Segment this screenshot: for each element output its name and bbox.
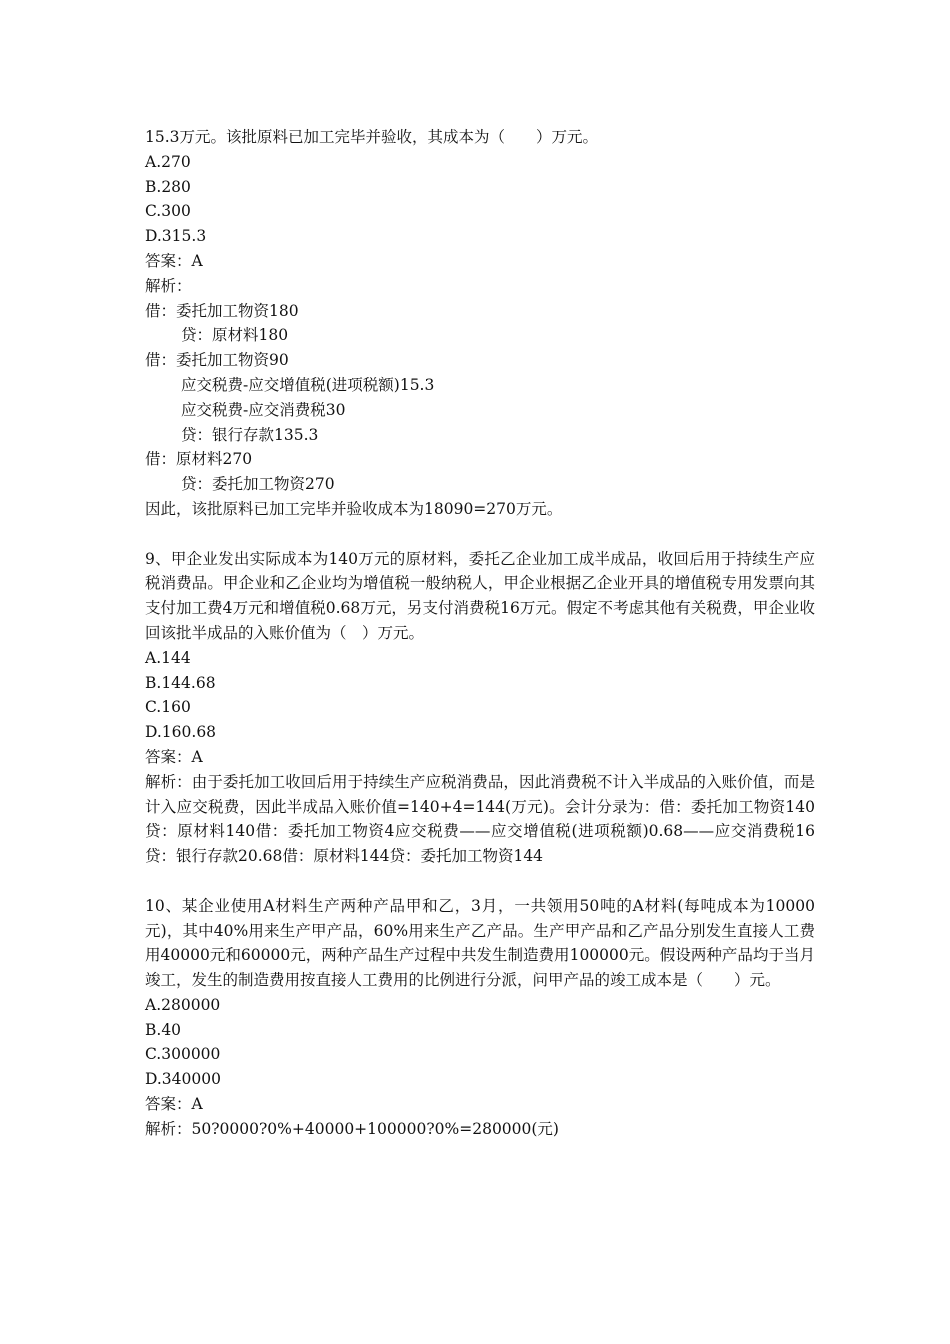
q10-option-d: D.340000 — [145, 1070, 221, 1089]
q10-option-a: A.280000 — [145, 995, 221, 1014]
q8-option-d: D.315.3 — [145, 227, 207, 246]
q8-entry-4: 应交税费-应交增值税(进项税额)15.3 — [181, 375, 435, 394]
q10-option-b: B.40 — [145, 1020, 182, 1039]
q9-answer: 答案：A — [145, 747, 203, 766]
paragraph-gap — [145, 522, 815, 547]
q9-option-a: A.144 — [145, 648, 191, 667]
q8-conclusion: 因此，该批原料已加工完毕并验收成本为18090=270万元。 — [145, 499, 563, 518]
document-page — [145, 125, 815, 1142]
q8-option-a: A.270 — [145, 152, 191, 171]
q8-entry-8: 贷：委托加工物资270 — [181, 475, 335, 494]
q8-entry-7: 借：原材料270 — [145, 450, 253, 469]
q8-option-b: B.280 — [145, 177, 191, 196]
q8-analysis-label: 解析： — [145, 276, 192, 295]
q8-option-c: C.300 — [145, 202, 191, 221]
q9-option-c: C.160 — [145, 698, 191, 717]
q9-stem: 9、甲企业发出实际成本为140万元的原材料，委托乙企业加工成半成品，收回后用于持续生产应税消费品。甲企业和乙企业均为增值税一般纳税人，甲企业根据乙企业开具的增值税专用发票向其支付加工费4万元和增值税0.68万元，另支付消费税16万元。假定不考虑其他有关税费，甲企业收回该批半成品的入账价值为（ ）万元。 — [145, 549, 815, 642]
q8-entry-5: 应交税费-应交消费税30 — [181, 400, 346, 419]
q10-option-c: C.300000 — [145, 1045, 221, 1064]
paragraph-gap — [145, 869, 815, 894]
q10-analysis: 解析：50?0000?0%+40000+100000?0%=280000(元) — [145, 1119, 559, 1138]
q8-entry-6: 贷：银行存款135.3 — [181, 425, 319, 444]
q9-option-b: B.144.68 — [145, 673, 216, 692]
q8-answer: 答案：A — [145, 251, 203, 270]
q8-entry-3: 借：委托加工物资90 — [145, 351, 289, 370]
q9-analysis: 解析：由于委托加工收回后用于持续生产应税消费品，因此消费税不计入半成品的入账价值，而是计入应交税费，因此半成品入账价值=140+4=144(万元)。会计分录为：借：委托加工物资140贷：原材料140借：委托加工物资4应交税费——应交增值税(进项税额)0.68——应交消费税16贷：银行存款20.68借：原材料144贷：委托加工物资144 — [145, 772, 815, 866]
q8-entry-2: 贷：原材料180 — [181, 326, 289, 345]
q10-stem: 10、某企业使用A材料生产两种产品甲和乙，3月，一共领用50吨的A材料(每吨成本为10000元)，其中40%用来生产甲产品，60%用来生产乙产品。生产甲产品和乙产品分别发生直接人工费用40000元和60000元，两种产品生产过程中共发生制造费用100000元。假设两种产品均于当月竣工，发生的制造费用按直接人工费用的比例进行分派，问甲产品的竣工成本是（ ）元。 — [145, 896, 815, 990]
q10-answer: 答案：A — [145, 1095, 203, 1114]
q8-stem-tail: 15.3万元。该批原料已加工完毕并验收，其成本为（ ）万元。 — [145, 128, 599, 146]
q9-option-d: D.160.68 — [145, 723, 217, 742]
q8-entry-1: 借：委托加工物资180 — [145, 301, 299, 320]
